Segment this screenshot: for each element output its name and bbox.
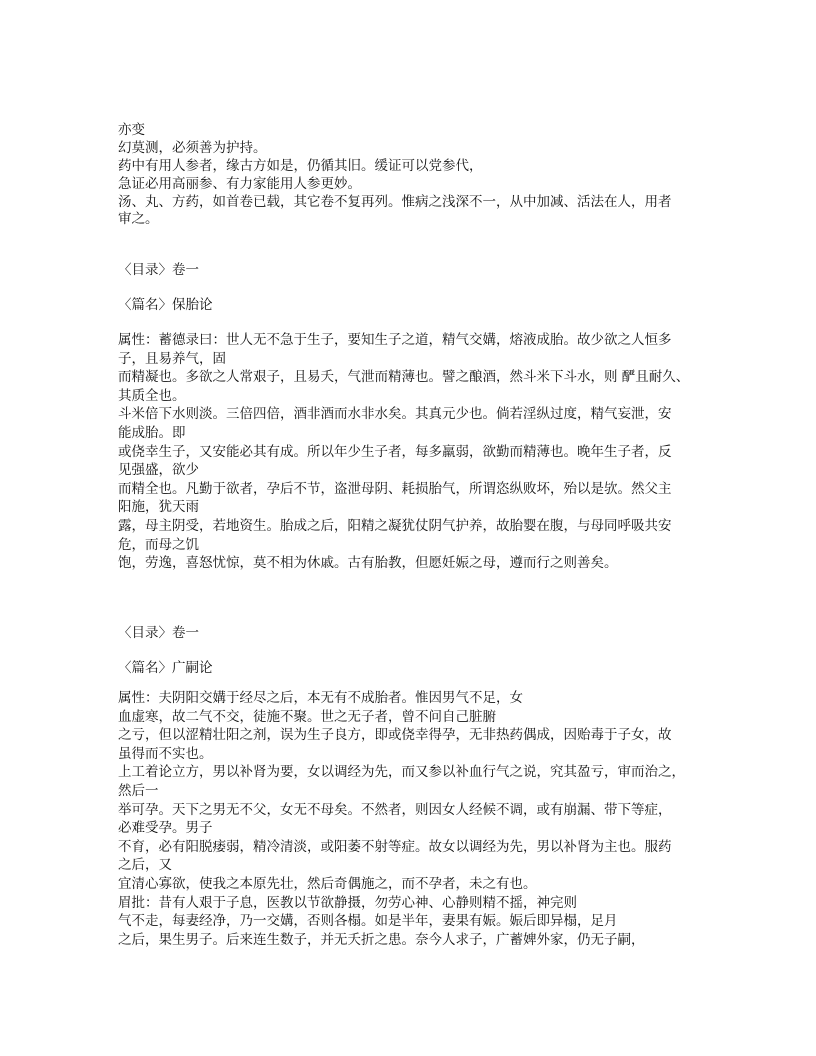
text-line: 急证必用高丽参、有力家能用人参更妙。 xyxy=(118,175,361,192)
text-line: 举可孕。天下之男无不父，女无不母矣。不然者，则因女人经候不调，或有崩漏、带下等症， xyxy=(118,801,672,818)
section-title xyxy=(118,659,718,678)
text-line: 之后，果生男子。后来连生数子，并无夭折之患。奈今人求子，广蓄婢外家，仍无子嗣， xyxy=(118,931,645,948)
text-line: 之亏，但以涩精壮阳之剂，误为生子良方，即或侥幸得孕，无非热药偶成，因贻毒于子女，故 xyxy=(118,727,672,744)
text-line: 眉批：昔有人艰于子息，医教以节欲静摄，勿劳心神、心静则精不摇，神完则 xyxy=(118,894,577,911)
text-line: 宜清心寡欲，使我之本原先壮，然后奇偶施之，而不孕者，未之有也。 xyxy=(118,875,537,892)
title-label: 〈篇名〉广嗣论 xyxy=(118,660,213,676)
catalog-label: 〈目录〉卷一 xyxy=(118,262,199,278)
text-line: 之后，又 xyxy=(118,857,172,874)
text-line: 危，而母之饥 xyxy=(118,536,199,553)
text-line: 药中有用人参者，缘古方如是，仍循其旧。缓证可以党参代， xyxy=(118,157,483,174)
text-line: 其质全也。 xyxy=(118,387,186,404)
text-line: 审之。 xyxy=(118,211,159,228)
text-line: 见强盛，欲少 xyxy=(118,462,199,479)
text-line: 阳施，犹天雨 xyxy=(118,499,199,516)
text-line: 露，母主阴受，若地资生。胎成之后，阳精之凝犹仗阴气护养，故胎婴在腹，与母同呼吸共安 xyxy=(118,517,672,534)
text-line: 然后一 xyxy=(118,782,159,799)
text-line: 虽得而不实也。 xyxy=(118,745,213,762)
text-line: 饱，劳逸，喜怒忧惊，莫不相为休戚。古有胎教，但愿妊娠之母，遵而行之则善矣。 xyxy=(118,555,618,572)
text-line: 必难受孕。男子 xyxy=(118,820,213,837)
intro-text xyxy=(118,122,718,229)
text-line: 血虚寒，故二气不交，徒施不聚。世之无子者，曾不问自己脏腑 xyxy=(118,708,496,725)
text-line: 子，且易养气，固 xyxy=(118,350,226,367)
section-body xyxy=(118,331,718,573)
text-line: 亦变 xyxy=(118,122,145,138)
text-line: 而精全也。凡勤于欲者，孕后不节，盗泄母阴、耗损胎气，所谓恣纵败坏，殆以是欤。然父主 xyxy=(118,480,672,497)
section-body xyxy=(118,689,718,949)
catalog-heading xyxy=(118,624,718,643)
text-line: 能成胎。即 xyxy=(118,424,186,441)
section-title xyxy=(118,296,718,315)
title-label: 〈篇名〉保胎论 xyxy=(118,297,213,313)
text-line: 而精凝也。多欲之人常艰子，且易夭，气泄而精薄也。譬之酿酒，然斗米下斗水，则 酽且耐久、 xyxy=(118,369,690,386)
catalog-label: 〈目录〉卷一 xyxy=(118,625,199,641)
text-line: 不育，必有阳脱痿弱，精冷清淡，或阳萎不射等症。故女以调经为先，男以补肾为主也。服药 xyxy=(118,838,672,855)
text-line: 幻莫测，必须善为护持。 xyxy=(118,139,267,156)
text-line: 汤、丸、方药，如首卷已载，其它卷不复再列。惟病之浅深不一，从中加减、活法在人，用者 xyxy=(118,193,672,210)
text-line: 气不走，每妻经净，乃一交媾，否则各榻。如是半年，妻果有娠。娠后即异榻，足月 xyxy=(118,913,618,930)
text-line: 斗米倍下水则淡。三倍四倍，酒非酒而水非水矣。其真元少也。倘若淫纵过度，精气妄泄，安 xyxy=(118,406,672,423)
text-line: 属性：蓄德录曰：世人无不急于生子，要知生子之道，精气交媾，熔液成胎。故少欲之人恒多 xyxy=(118,332,672,348)
text-line: 或侥幸生子，又安能必其有成。所以年少生子者，每多羸弱，欲勤而精薄也。晚年生子者，反 xyxy=(118,443,672,460)
text-line: 属性：夫阴阳交媾于经尽之后，本无有不成胎者。惟因男气不足，女 xyxy=(118,690,523,706)
catalog-heading xyxy=(118,261,718,280)
text-line: 上工着论立方，男以补肾为要，女以调经为先，而又参以补血行气之说，究其盈亏，审而治之， xyxy=(118,764,685,781)
